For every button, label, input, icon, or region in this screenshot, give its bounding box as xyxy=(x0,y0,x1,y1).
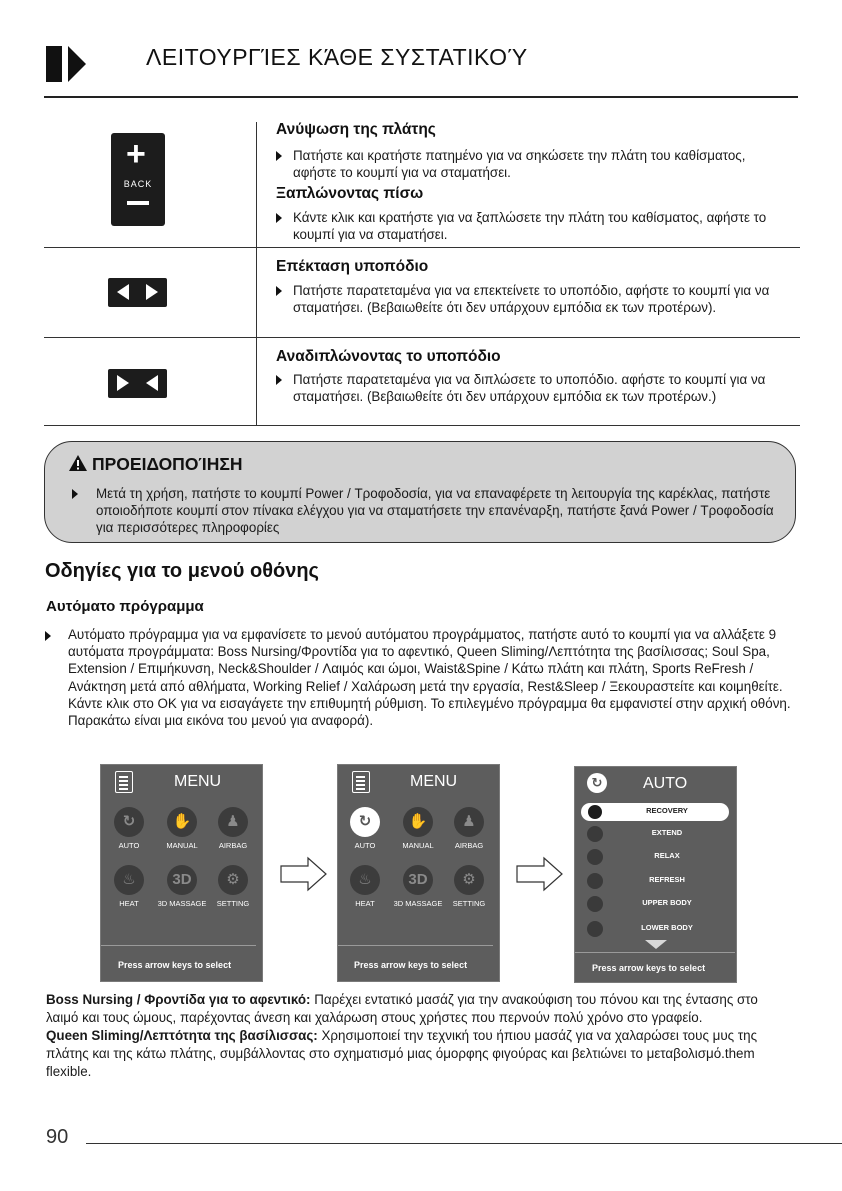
boss-nursing-text: Παρέχει εντατικό μασάζ για την ανακούφιση του πόνου και της έντασης στο λαιμό και τους ώμους, παρέχοντας άνεση και χαλάρωση στους χρήστες που περνούν πολύ χρόνο στο γραφείο. xyxy=(46,992,758,1025)
queen-sliming-paragraph xyxy=(46,1027,786,1081)
menu-item-auto: ↻ AUTO xyxy=(337,807,395,850)
screen-hint: Press arrow keys to select xyxy=(118,960,232,970)
auto-item-refresh: REFRESH xyxy=(581,872,729,890)
back-key-label: BACK xyxy=(123,179,153,189)
instruction: Πατήστε και κρατήστε πατημένο για να σηκώσετε την πλάτη του καθίσματος, αφήστε το κουμπί για να σταματήσει. xyxy=(276,147,786,181)
subsection-heading: Αυτόματο πρόγραμμα xyxy=(46,598,204,615)
menu-screen-selected xyxy=(337,764,500,982)
header-divider xyxy=(44,96,798,98)
menu-screen xyxy=(100,764,263,982)
table-divider xyxy=(44,337,800,338)
divider xyxy=(101,945,256,946)
gear-icon: ⚙ xyxy=(218,865,248,895)
lower-body-icon xyxy=(587,921,603,937)
boss-nursing-label: Boss Nursing / Φροντίδα για το αφεντικό: xyxy=(46,992,311,1007)
menu-item-airbag: ♟ AIRBAG xyxy=(439,807,499,850)
hand-icon: ✋ xyxy=(403,807,433,837)
auto-item-recovery: RECOVERY xyxy=(581,803,729,821)
menu-item-setting: ⚙ SETTING xyxy=(439,865,499,908)
queen-sliming-label: Queen Sliming/Λεπτότητα της βασίλισσας: xyxy=(46,1028,318,1043)
section-title: Αναδιπλώνοντας το υποπόδιο xyxy=(276,348,501,365)
bullet-icon xyxy=(276,151,282,161)
menu-list-icon xyxy=(115,771,133,793)
instruction: Πατήστε παρατεταμένα για να διπλώσετε το υποπόδιο. αφήστε το κουμπί για να σταματήσει. (Βεβαιωθείτε ότι δεν υπάρχουν εμπόδια εκ των προτέρων.) xyxy=(276,371,786,405)
footrest-fold-key-icon xyxy=(108,369,167,398)
gear-icon: ⚙ xyxy=(454,865,484,895)
flame-icon: ♨ xyxy=(350,865,380,895)
auto-icon: ↻ xyxy=(114,807,144,837)
footrest-extend-key-icon xyxy=(108,278,167,307)
relax-icon xyxy=(587,849,603,865)
auto-icon: ↻ xyxy=(587,773,607,793)
extend-icon xyxy=(587,826,603,842)
menu-item-setting: ⚙ SETTING xyxy=(203,865,263,908)
body-icon: ♟ xyxy=(218,807,248,837)
3d-icon: 3D xyxy=(167,865,197,895)
screen-title: AUTO xyxy=(643,775,688,792)
auto-screen xyxy=(574,766,737,983)
warning-icon xyxy=(68,454,88,472)
bullet-icon xyxy=(72,489,78,499)
flame-icon: ♨ xyxy=(114,865,144,895)
body-icon: ♟ xyxy=(454,807,484,837)
refresh-icon xyxy=(587,873,603,889)
arrow-right-icon xyxy=(516,856,564,892)
section-heading: Οδηγίες για το μενού οθόνης xyxy=(45,560,319,582)
divider xyxy=(338,945,493,946)
screen-hint: Press arrow keys to select xyxy=(354,960,468,970)
table-column-divider xyxy=(256,122,257,425)
program-descriptions xyxy=(46,991,786,1081)
menu-item-airbag: ♟ AIRBAG xyxy=(203,807,263,850)
auto-item-lower-body: LOWER BODY xyxy=(581,920,729,938)
warning-title: ΠΡΟΕΙΔΟΠΟΊΗΣΗ xyxy=(92,454,243,474)
boss-nursing-paragraph xyxy=(46,991,786,1027)
page-title: ΛΕΙΤΟΥΡΓΊΕΣ ΚΆΘΕ ΣΥΣΤΑΤΙΚΟΎ xyxy=(146,44,528,70)
bullet-icon xyxy=(45,631,51,641)
3d-icon: 3D xyxy=(403,865,433,895)
bullet-icon xyxy=(276,213,282,223)
menu-list-icon xyxy=(352,771,370,793)
back-key-icon xyxy=(111,133,165,226)
auto-item-extend: EXTEND xyxy=(581,825,729,843)
chapter-marker-icon xyxy=(46,46,90,82)
menu-item-manual: ✋ MANUAL xyxy=(152,807,212,850)
section-title: Ανύψωση της πλάτης xyxy=(276,121,436,138)
arrow-right-icon xyxy=(280,856,328,892)
menu-item-heat: ♨ HEAT xyxy=(337,865,395,908)
menu-item-manual: ✋ MANUAL xyxy=(388,807,448,850)
menu-item-3d-massage: 3D 3D MASSAGE xyxy=(388,865,448,908)
instruction: Πατήστε παρατεταμένα για να επεκτείνετε το υποπόδιο, αφήστε το κουμπί για να σταματήσει. (Βεβαιωθείτε ότι δεν υπάρχουν εμπόδια εκ των προτέρων). xyxy=(276,282,786,316)
bullet-icon xyxy=(276,375,282,385)
section-title: Ξαπλώνοντας πίσω xyxy=(276,185,424,202)
recovery-icon xyxy=(587,804,603,820)
plus-icon: + xyxy=(126,135,146,173)
screen-title: MENU xyxy=(410,773,458,790)
divider xyxy=(575,952,735,953)
auto-item-upper-body: UPPER BODY xyxy=(581,895,729,913)
table-divider xyxy=(44,247,800,248)
scroll-down-icon xyxy=(645,940,667,950)
menu-item-heat: ♨ HEAT xyxy=(100,865,159,908)
menu-item-3d-massage: 3D 3D MASSAGE xyxy=(152,865,212,908)
table-divider xyxy=(44,425,800,426)
upper-body-icon xyxy=(587,896,603,912)
section-title: Επέκταση υποπόδιο xyxy=(276,258,429,275)
screen-title: MENU xyxy=(174,773,222,790)
hand-icon: ✋ xyxy=(167,807,197,837)
instruction: Κάντε κλικ και κρατήστε για να ξαπλώσετε την πλάτη του καθίσματος, αφήστε το κουμπί για να σταματήσει. xyxy=(276,209,786,243)
page-number: 90 xyxy=(46,1126,69,1148)
warning-text: Μετά τη χρήση, πατήστε το κουμπί Power / Τροφοδοσία, για να επαναφέρετε τη λειτουργία της καρέκλας, πατήστε οποιοδήποτε κουμπί στον πίνακα ελέγχου για να σταματήσετε την επανέναρξη, πατήστε ξανά Power / Τροφοδοσία για περισσότερες πληροφορίες xyxy=(96,486,774,535)
footer-divider xyxy=(86,1143,842,1144)
bullet-icon xyxy=(276,286,282,296)
menu-item-auto: ↻ AUTO xyxy=(100,807,159,850)
screen-hint: Press arrow keys to select xyxy=(592,963,706,973)
auto-program-text: Αυτόματο πρόγραμμα για να εμφανίσετε το μενού αυτόματου προγράμματος, πατήστε αυτό το κουμπί για να αλλάξετε 9 αυτόματα προγράμματα: Boss Nursing/Φροντίδα για το αφεντικό, Queen Sliming/Λεπτότητα της βασίλισσας; Soul Spa, Extension / Επιμήκυνση, Neck&Shoulder / Λαιμός και ώμοι, Waist&Spine / Κάτω πλάτη και πλάτη, Sports ReFresh / Ανάκτηση μετά από αθλήματα, Working Relief / Χαλάρωση μετά την εργασία, Rest&Sleep / Ξεκουραστείτε και κοιμηθείτε. Κάντε κλικ στο OK για να εισαγάγετε την επιθυμητή ρύθμιση. Το επιλεγμένο πρόγραμμα θα εμφανιστεί στην αρχική οθόνη. Παρακάτω είναι μια εικόνα του μενού για αναφορά). xyxy=(68,627,791,729)
minus-icon xyxy=(127,201,149,205)
queen-sliming-text: Χρησιμοποιεί την τεχνική του ήπιου μασάζ για να χαλαρώσει τους μυς της πλάτης και της κάτω πλάτης, συμβάλλοντας στο σχηματισμό μιας όμορφης φιγούρας και βελτιώνει το μεταβολισμό.them flexible. xyxy=(46,1028,758,1079)
auto-icon: ↻ xyxy=(350,807,380,837)
auto-item-relax: RELAX xyxy=(581,848,729,866)
